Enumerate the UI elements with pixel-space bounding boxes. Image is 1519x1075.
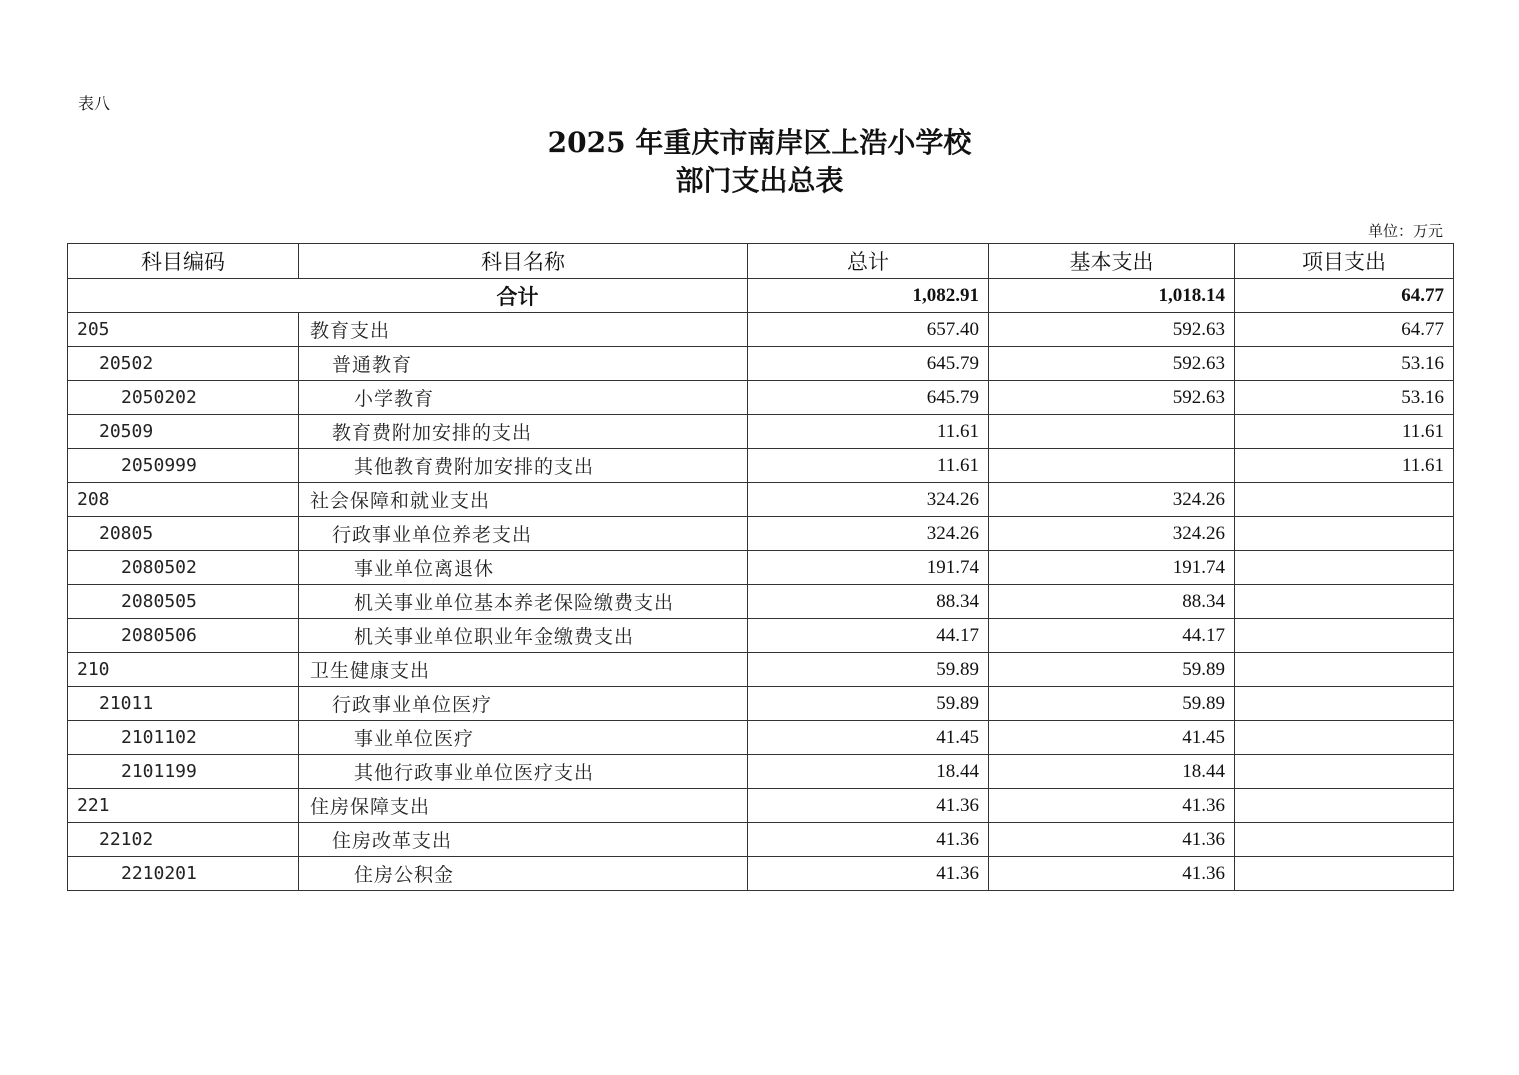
cell-project [1235,483,1454,517]
cell-project [1235,755,1454,789]
cell-name: 行政事业单位养老支出 [299,517,748,551]
table-row [68,755,1454,789]
table-row [68,483,1454,517]
table-row [68,313,1454,347]
cell-basic: 324.26 [989,517,1235,551]
cell-total: 11.61 [748,415,989,449]
cell-basic: 59.89 [989,653,1235,687]
cell-basic: 41.36 [989,789,1235,823]
cell-name: 其他行政事业单位医疗支出 [299,755,748,789]
cell-code: 2210201 [68,857,299,891]
cell-project [1235,857,1454,891]
cell-total: 41.36 [748,789,989,823]
cell-project [1235,721,1454,755]
summary-project: 64.77 [1235,279,1454,313]
cell-project [1235,789,1454,823]
expenditure-table [67,243,1454,891]
table-row [68,619,1454,653]
table-row [68,517,1454,551]
header-project: 项目支出 [1235,244,1454,279]
table-row [68,721,1454,755]
cell-total: 324.26 [748,517,989,551]
cell-code: 20805 [68,517,299,551]
table-row [68,585,1454,619]
cell-code: 2080506 [68,619,299,653]
cell-project: 53.16 [1235,381,1454,415]
cell-project [1235,585,1454,619]
cell-basic: 592.63 [989,381,1235,415]
cell-basic: 191.74 [989,551,1235,585]
cell-total: 645.79 [748,381,989,415]
table-header-row [68,244,1454,279]
title-line-1: 2025 年重庆市南岸区上浩小学校 [547,126,972,159]
summary-label: 合计 [68,279,748,313]
table-row [68,449,1454,483]
cell-total: 59.89 [748,687,989,721]
cell-project [1235,823,1454,857]
table-row [68,687,1454,721]
header-total: 总计 [748,244,989,279]
title-line-2: 部门支出总表 [675,164,844,197]
cell-basic: 59.89 [989,687,1235,721]
cell-code: 208 [68,483,299,517]
cell-code: 2101102 [68,721,299,755]
cell-basic: 41.45 [989,721,1235,755]
cell-basic: 41.36 [989,857,1235,891]
cell-total: 657.40 [748,313,989,347]
cell-name: 住房公积金 [299,857,748,891]
header-name: 科目名称 [299,244,748,279]
cell-project [1235,653,1454,687]
table-row [68,653,1454,687]
cell-project [1235,619,1454,653]
cell-project [1235,687,1454,721]
cell-name: 行政事业单位医疗 [299,687,748,721]
cell-name: 卫生健康支出 [299,653,748,687]
cell-total: 41.36 [748,823,989,857]
unit-label: 单位：万元 [1367,222,1443,240]
cell-name: 教育支出 [299,313,748,347]
cell-project: 64.77 [1235,313,1454,347]
table-number-label: 表八 [78,94,111,113]
cell-basic [989,449,1235,483]
cell-project: 11.61 [1235,415,1454,449]
cell-code: 20509 [68,415,299,449]
cell-name: 住房保障支出 [299,789,748,823]
summary-total: 1,082.91 [748,279,989,313]
cell-code: 21011 [68,687,299,721]
cell-name: 小学教育 [299,381,748,415]
cell-code: 2050999 [68,449,299,483]
cell-code: 2080505 [68,585,299,619]
cell-total: 11.61 [748,449,989,483]
cell-project [1235,517,1454,551]
cell-code: 2101199 [68,755,299,789]
cell-total: 44.17 [748,619,989,653]
cell-code: 210 [68,653,299,687]
cell-project: 11.61 [1235,449,1454,483]
table-row [68,415,1454,449]
cell-name: 事业单位离退休 [299,551,748,585]
cell-project [1235,551,1454,585]
cell-code: 2080502 [68,551,299,585]
summary-row [68,279,1454,313]
cell-name: 社会保障和就业支出 [299,483,748,517]
cell-name: 机关事业单位基本养老保险缴费支出 [299,585,748,619]
summary-basic: 1,018.14 [989,279,1235,313]
table-row [68,551,1454,585]
table-row [68,823,1454,857]
cell-total: 324.26 [748,483,989,517]
cell-basic: 592.63 [989,347,1235,381]
cell-name: 其他教育费附加安排的支出 [299,449,748,483]
cell-basic: 324.26 [989,483,1235,517]
header-basic: 基本支出 [989,244,1235,279]
table-row [68,789,1454,823]
cell-name: 机关事业单位职业年金缴费支出 [299,619,748,653]
cell-basic: 88.34 [989,585,1235,619]
cell-code: 20502 [68,347,299,381]
header-code: 科目编码 [68,244,299,279]
cell-code: 2050202 [68,381,299,415]
cell-code: 205 [68,313,299,347]
cell-code: 22102 [68,823,299,857]
cell-total: 18.44 [748,755,989,789]
cell-total: 41.36 [748,857,989,891]
cell-basic: 18.44 [989,755,1235,789]
cell-project: 53.16 [1235,347,1454,381]
cell-total: 645.79 [748,347,989,381]
table-row [68,857,1454,891]
cell-name: 教育费附加安排的支出 [299,415,748,449]
cell-total: 191.74 [748,551,989,585]
cell-name: 事业单位医疗 [299,721,748,755]
page-title [0,124,1519,200]
cell-total: 59.89 [748,653,989,687]
cell-basic: 592.63 [989,313,1235,347]
cell-total: 41.45 [748,721,989,755]
cell-basic [989,415,1235,449]
cell-basic: 44.17 [989,619,1235,653]
cell-name: 普通教育 [299,347,748,381]
cell-basic: 41.36 [989,823,1235,857]
cell-name: 住房改革支出 [299,823,748,857]
cell-code: 221 [68,789,299,823]
table-row [68,347,1454,381]
cell-total: 88.34 [748,585,989,619]
table-row [68,381,1454,415]
